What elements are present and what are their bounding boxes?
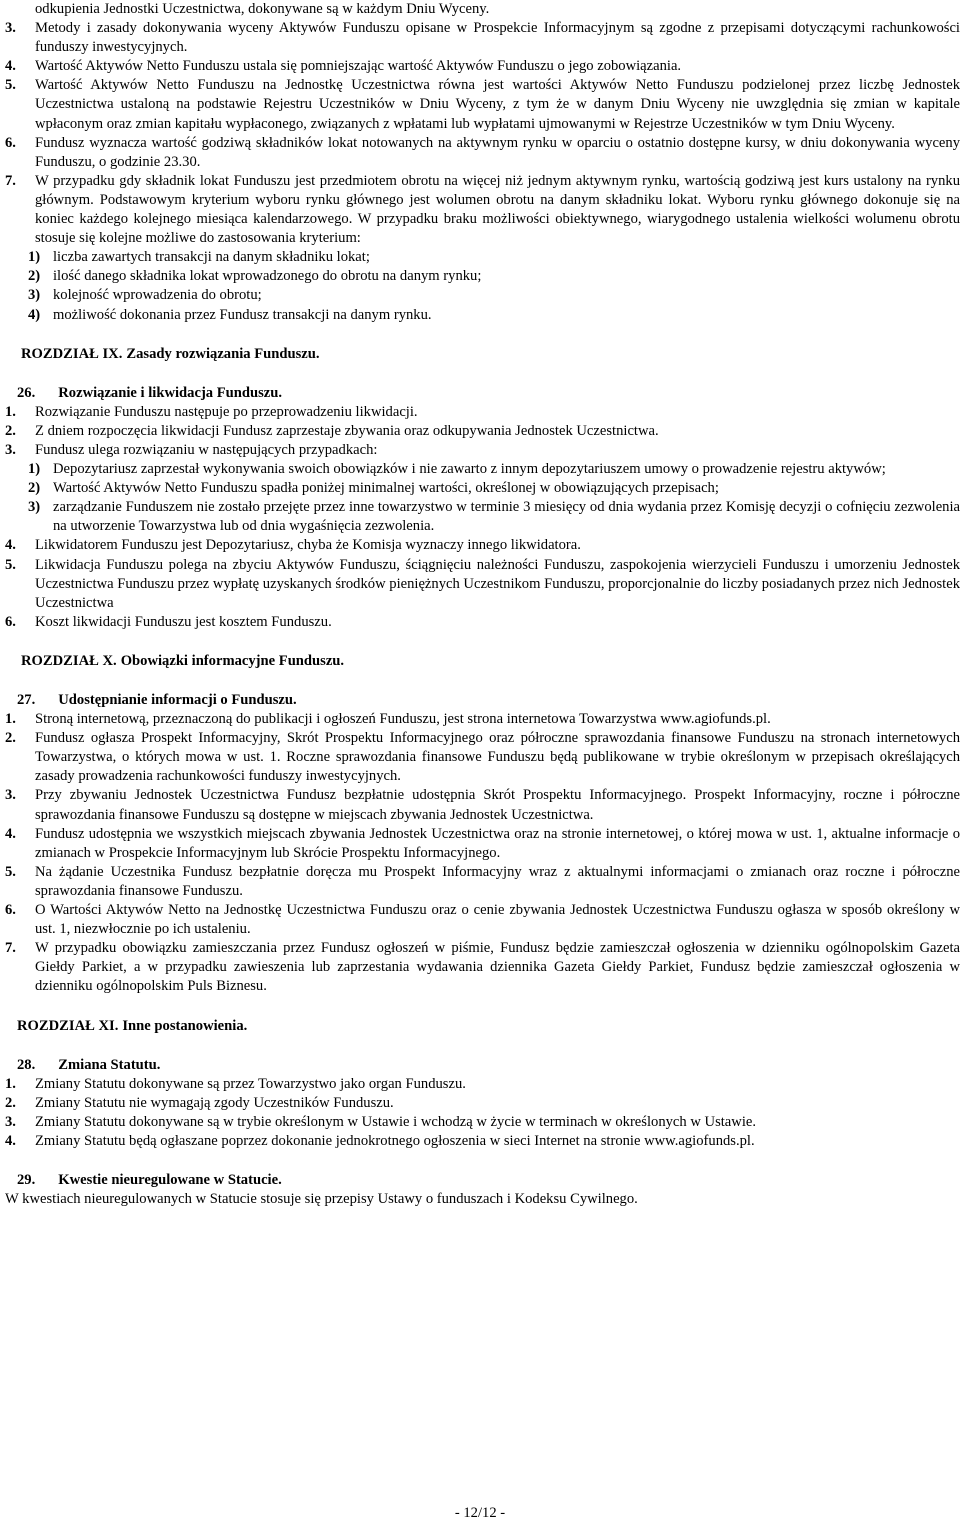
item-text: Likwidatorem Funduszu jest Depozytariusz, chyba że Komisja wyznaczy innego likwidatora. xyxy=(35,537,581,554)
section-26-list-b xyxy=(0,536,960,631)
item-text: liczba zawartych transakcji na danym składniku lokat; xyxy=(53,249,370,266)
item-number: 4. xyxy=(5,58,16,75)
page-number: - 12/12 - xyxy=(454,1505,506,1521)
item-number: 1. xyxy=(5,711,16,728)
item-number: 6. xyxy=(5,902,16,919)
item-number: 5. xyxy=(5,77,16,94)
item-number: 3. xyxy=(5,20,16,37)
item-text: Zmiany Statutu nie wymagają zgody Uczestników Funduszu. xyxy=(35,1094,394,1111)
item-text: Likwidacja Funduszu polega na zbyciu Aktywów Funduszu, ściągnięciu należności Funduszu, zaspokojenia wierzycieli Funduszu i umorzeniu Jednostek Uczestnictwa Funduszu przez wypłatę uzyskanych środków pieniężnych Uczestnikom Funduszu, proporcjonalnie do liczby posiadanych przez nich Jednostek Uczestnictwa xyxy=(35,556,960,611)
item-number: 5. xyxy=(5,556,16,573)
section-28-list xyxy=(0,1075,960,1151)
item-text: Zmiany Statutu dokonywane są w trybie określonym w Ustawie i wchodzą w życie w terminach w określonych w Ustawie. xyxy=(35,1113,756,1130)
item-number: 2. xyxy=(5,1094,16,1111)
item-text: Depozytariusz zaprzestał wykonywania swoich obowiązków i nie zawarto z innym depozytariuszem umowy o prowadzenie rejestru aktywów; xyxy=(53,461,886,478)
list-item xyxy=(0,134,960,172)
item-number: 7. xyxy=(5,940,16,957)
list-item xyxy=(0,76,960,133)
item-number: 2) xyxy=(28,268,41,285)
list-item xyxy=(0,460,960,479)
item-text: Na żądanie Uczestnika Fundusz bezpłatnie doręcza mu Prospekt Informacyjny wraz z aktualnymi informacjami o zmianach oraz roczne i półroczne sprawozdania finansowe Funduszu. xyxy=(35,863,960,899)
section-29-paragraph: W kwestiach nieuregulowanych w Statucie stosuje się przepisy Ustawy o funduszach i Kodeksu Cywilnego. xyxy=(5,1191,638,1208)
item-number: 3. xyxy=(5,787,16,804)
item-text: W przypadku obowiązku zamieszczania przez Fundusz ogłoszeń w piśmie, Fundusz będzie zamieszczał ogłoszenia w dzienniku ogólnopolskim Gazeta Giełdy Parkiet, a w przypadku zawieszenia lub zaprzestania wydawania dziennika Gazeta Giełdy Parkiet, Fundusz będzie zamieszczał ogłoszenia w dzienniku ogólnopolskim Puls Biznesu. xyxy=(35,940,960,995)
item-text: Zmiany Statutu będą ogłaszane poprzez dokonanie jednokrotnego ogłoszenia w sieci Internet na stronie www.agiofunds.pl. xyxy=(35,1132,755,1149)
item-text: kolejność wprowadzenia do obrotu; xyxy=(53,287,262,304)
item-number: 4. xyxy=(5,537,16,554)
item-text: ilość danego składnika lokat wprowadzonego do obrotu na danym rynku; xyxy=(53,268,482,285)
list-item xyxy=(0,248,960,267)
item-number: 1) xyxy=(28,461,41,478)
list-item xyxy=(0,1132,960,1151)
list-item xyxy=(0,479,960,498)
section-26-list-a xyxy=(0,403,960,460)
list-item xyxy=(0,403,960,422)
item-number: 5. xyxy=(5,863,16,880)
item-number: 3. xyxy=(5,441,16,458)
list-item xyxy=(0,441,960,460)
item-number: 1. xyxy=(5,403,16,420)
list-item xyxy=(0,939,960,996)
item-text: zarządzanie Funduszem nie zostało przejęte przez inne towarzystwo w terminie 3 miesięcy od dnia wydania przez Komisję decyzji o cofnięciu zezwolenia na utworzenie Towarzystwa lub od dnia wygaśnięcia zezwolenia. xyxy=(53,499,960,535)
list-item xyxy=(0,786,960,824)
list-item xyxy=(0,422,960,441)
item-text: Wartość Aktywów Netto Funduszu na Jednostkę Uczestnictwa równa jest wartości Aktywów Netto Funduszu podzielonej przez liczbę Jednostek Uczestnictwa ustaloną na podstawie Rejestru Uczestników w Dniu Wyceny, z tym że w danym Dniu Wyceny nie uwzględnia się zmian w kapitale wpłaconym oraz zmian kapitału wypłaconego, związanych z wpłatami lub wypłatami ujmowanymi w Rejestrze Uczestników w tym Dniu Wyceny. xyxy=(35,77,960,132)
list-item xyxy=(0,536,960,555)
section-27-heading: 27. Udostępnianie informacji o Funduszu. xyxy=(17,692,297,708)
item-text: Z dniem rozpoczęcia likwidacji Fundusz zaprzestaje zbywania oraz odkupywania Jednostek Uczestnictwa. xyxy=(35,422,659,439)
list-item xyxy=(0,172,960,248)
item-text: możliwość dokonania przez Fundusz transakcji na danym rynku. xyxy=(53,306,432,323)
item-text: Koszt likwidacji Funduszu jest kosztem Funduszu. xyxy=(35,613,332,630)
section-26-cases xyxy=(0,460,960,536)
item-text: Wartość Aktywów Netto Funduszu ustala się pomniejszając wartość Aktywów Funduszu o jego zobowiązania. xyxy=(35,58,682,75)
item-text: Przy zbywaniu Jednostek Uczestnictwa Fundusz bezpłatnie udostępnia Skrót Prospektu Informacyjnego. Prospekt Informacyjny, roczne i półroczne sprawozdania finansowe Funduszu są dostępne w miejscach zbywania Jednostek Uczestnictwa. xyxy=(35,787,960,823)
item-number: 4. xyxy=(5,825,16,842)
chapter-x-heading: ROZDZIAŁ X. Obowiązki informacyjne Funduszu. xyxy=(21,652,345,669)
section-28-heading: 28. Zmiana Statutu. xyxy=(17,1056,161,1073)
item-text: Fundusz ulega rozwiązaniu w następujących przypadkach: xyxy=(35,441,378,458)
item-text: Fundusz udostępnia we wszystkich miejscach zbywania Jednostek Uczestnictwa oraz na stronie internetowej, o której mowa w ust. 1, aktualne informacje o zmianach w Prospekcie Informacyjnym lub Skrócie Prospektu Informacyjnego. xyxy=(35,825,960,861)
chapter-ix-heading: ROZDZIAŁ IX. Zasady rozwiązania Funduszu. xyxy=(21,345,320,362)
list-item xyxy=(0,825,960,863)
list-item xyxy=(0,267,960,286)
item-text: Rozwiązanie Funduszu następuje po przeprowadzeniu likwidacji. xyxy=(35,403,418,420)
item-text: Wartość Aktywów Netto Funduszu spadła poniżej minimalnej wartości, określonej w obowiązujących przepisach; xyxy=(53,480,719,497)
item-number: 2. xyxy=(5,730,16,747)
item-number: 3) xyxy=(28,287,41,304)
item-number: 4. xyxy=(5,1132,16,1149)
item-number: 3. xyxy=(5,1113,16,1130)
section-26-heading: 26. Rozwiązanie i likwidacja Funduszu. xyxy=(17,384,283,401)
list-item xyxy=(0,901,960,939)
item-text: W przypadku gdy składnik lokat Funduszu jest przedmiotem obrotu na więcej niż jednym aktywnym rynku, wartością godziwą jest kurs ustalony na rynku głównym. Podstawowym kryterium wyboru rynku głównego jest wolumen obrotu na danym składniku lokat. Wyboru rynku głównego dokonuje się na koniec każdego kolejnego miesiąca kalendarzowego. W przypadku braku możliwości obiektywnego, wiarygodnego ustalenia wielkości wolumenu obrotu stosuje się kolejne możliwe do zastosowania kryterium: xyxy=(35,172,960,247)
list-item xyxy=(0,1094,960,1113)
section-27-list xyxy=(0,710,960,996)
item-number: 1. xyxy=(5,1075,16,1092)
item-number: 2. xyxy=(5,422,16,439)
section-29-heading: 29. Kwestie nieuregulowane w Statucie. xyxy=(17,1172,282,1189)
list-item xyxy=(0,1113,960,1132)
list-item xyxy=(0,498,960,536)
item-number: 4) xyxy=(28,306,41,323)
list-item xyxy=(0,613,960,632)
item-number: 6. xyxy=(5,613,16,630)
list-item xyxy=(0,57,960,76)
item-number: 3) xyxy=(28,499,41,516)
list-item xyxy=(0,710,960,729)
chapter-xi-heading: ROZDZIAŁ XI. Inne postanowienia. xyxy=(17,1017,248,1034)
item-number: 7. xyxy=(5,172,16,189)
list-item xyxy=(0,1075,960,1094)
item-text: Metody i zasady dokonywania wyceny Aktywów Funduszu opisane w Prospekcie Informacyjnym są zgodne z przepisami dotyczącymi rachunkowości funduszy inwestycyjnych. xyxy=(35,20,960,56)
list-item xyxy=(0,286,960,305)
item-text: O Wartości Aktywów Netto na Jednostkę Uczestnictwa Funduszu oraz o cenie zbywania Jednostek Uczestnictwa Funduszu ogłasza w sposób określony w ust. 1, niezwłocznie po ich ustaleniu. xyxy=(35,902,960,938)
item-number: 2) xyxy=(28,480,41,497)
item-number: 6. xyxy=(5,134,16,151)
list-item xyxy=(0,729,960,786)
valuation-list xyxy=(0,19,960,248)
item-text: Fundusz ogłasza Prospekt Informacyjny, Skrót Prospektu Informacyjnego oraz półroczne sprawozdania finansowe Funduszu na stronach internetowych Towarzystwa, o których mowa w ust. 1. Roczne sprawozdania finansowe Funduszu będą publikowane w trybie określonym w przepisach określających zasady prowadzenia rachunkowości funduszy inwestycyjnych. xyxy=(35,730,960,785)
list-item xyxy=(0,19,960,57)
list-item xyxy=(0,556,960,613)
list-item xyxy=(0,306,960,325)
list-item xyxy=(0,863,960,901)
item-text: Stroną internetową, przeznaczoną do publikacji i ogłoszeń Funduszu, jest strona internetowa Towarzystwa www.agiofunds.pl. xyxy=(35,711,771,728)
criteria-list xyxy=(0,248,960,324)
item-text: Fundusz wyznacza wartość godziwą składników lokat notowanych na aktywnym rynku w oparciu o ostatnio dostępne kursy, w dniu dokonywania wyceny Funduszu, o godzinie 23.30. xyxy=(35,134,960,170)
intro-paragraph: odkupienia Jednostki Uczestnictwa, dokonywane są w każdym Dniu Wyceny. xyxy=(35,1,490,17)
item-text: Zmiany Statutu dokonywane są przez Towarzystwo jako organ Funduszu. xyxy=(35,1075,466,1092)
item-number: 1) xyxy=(28,249,41,266)
